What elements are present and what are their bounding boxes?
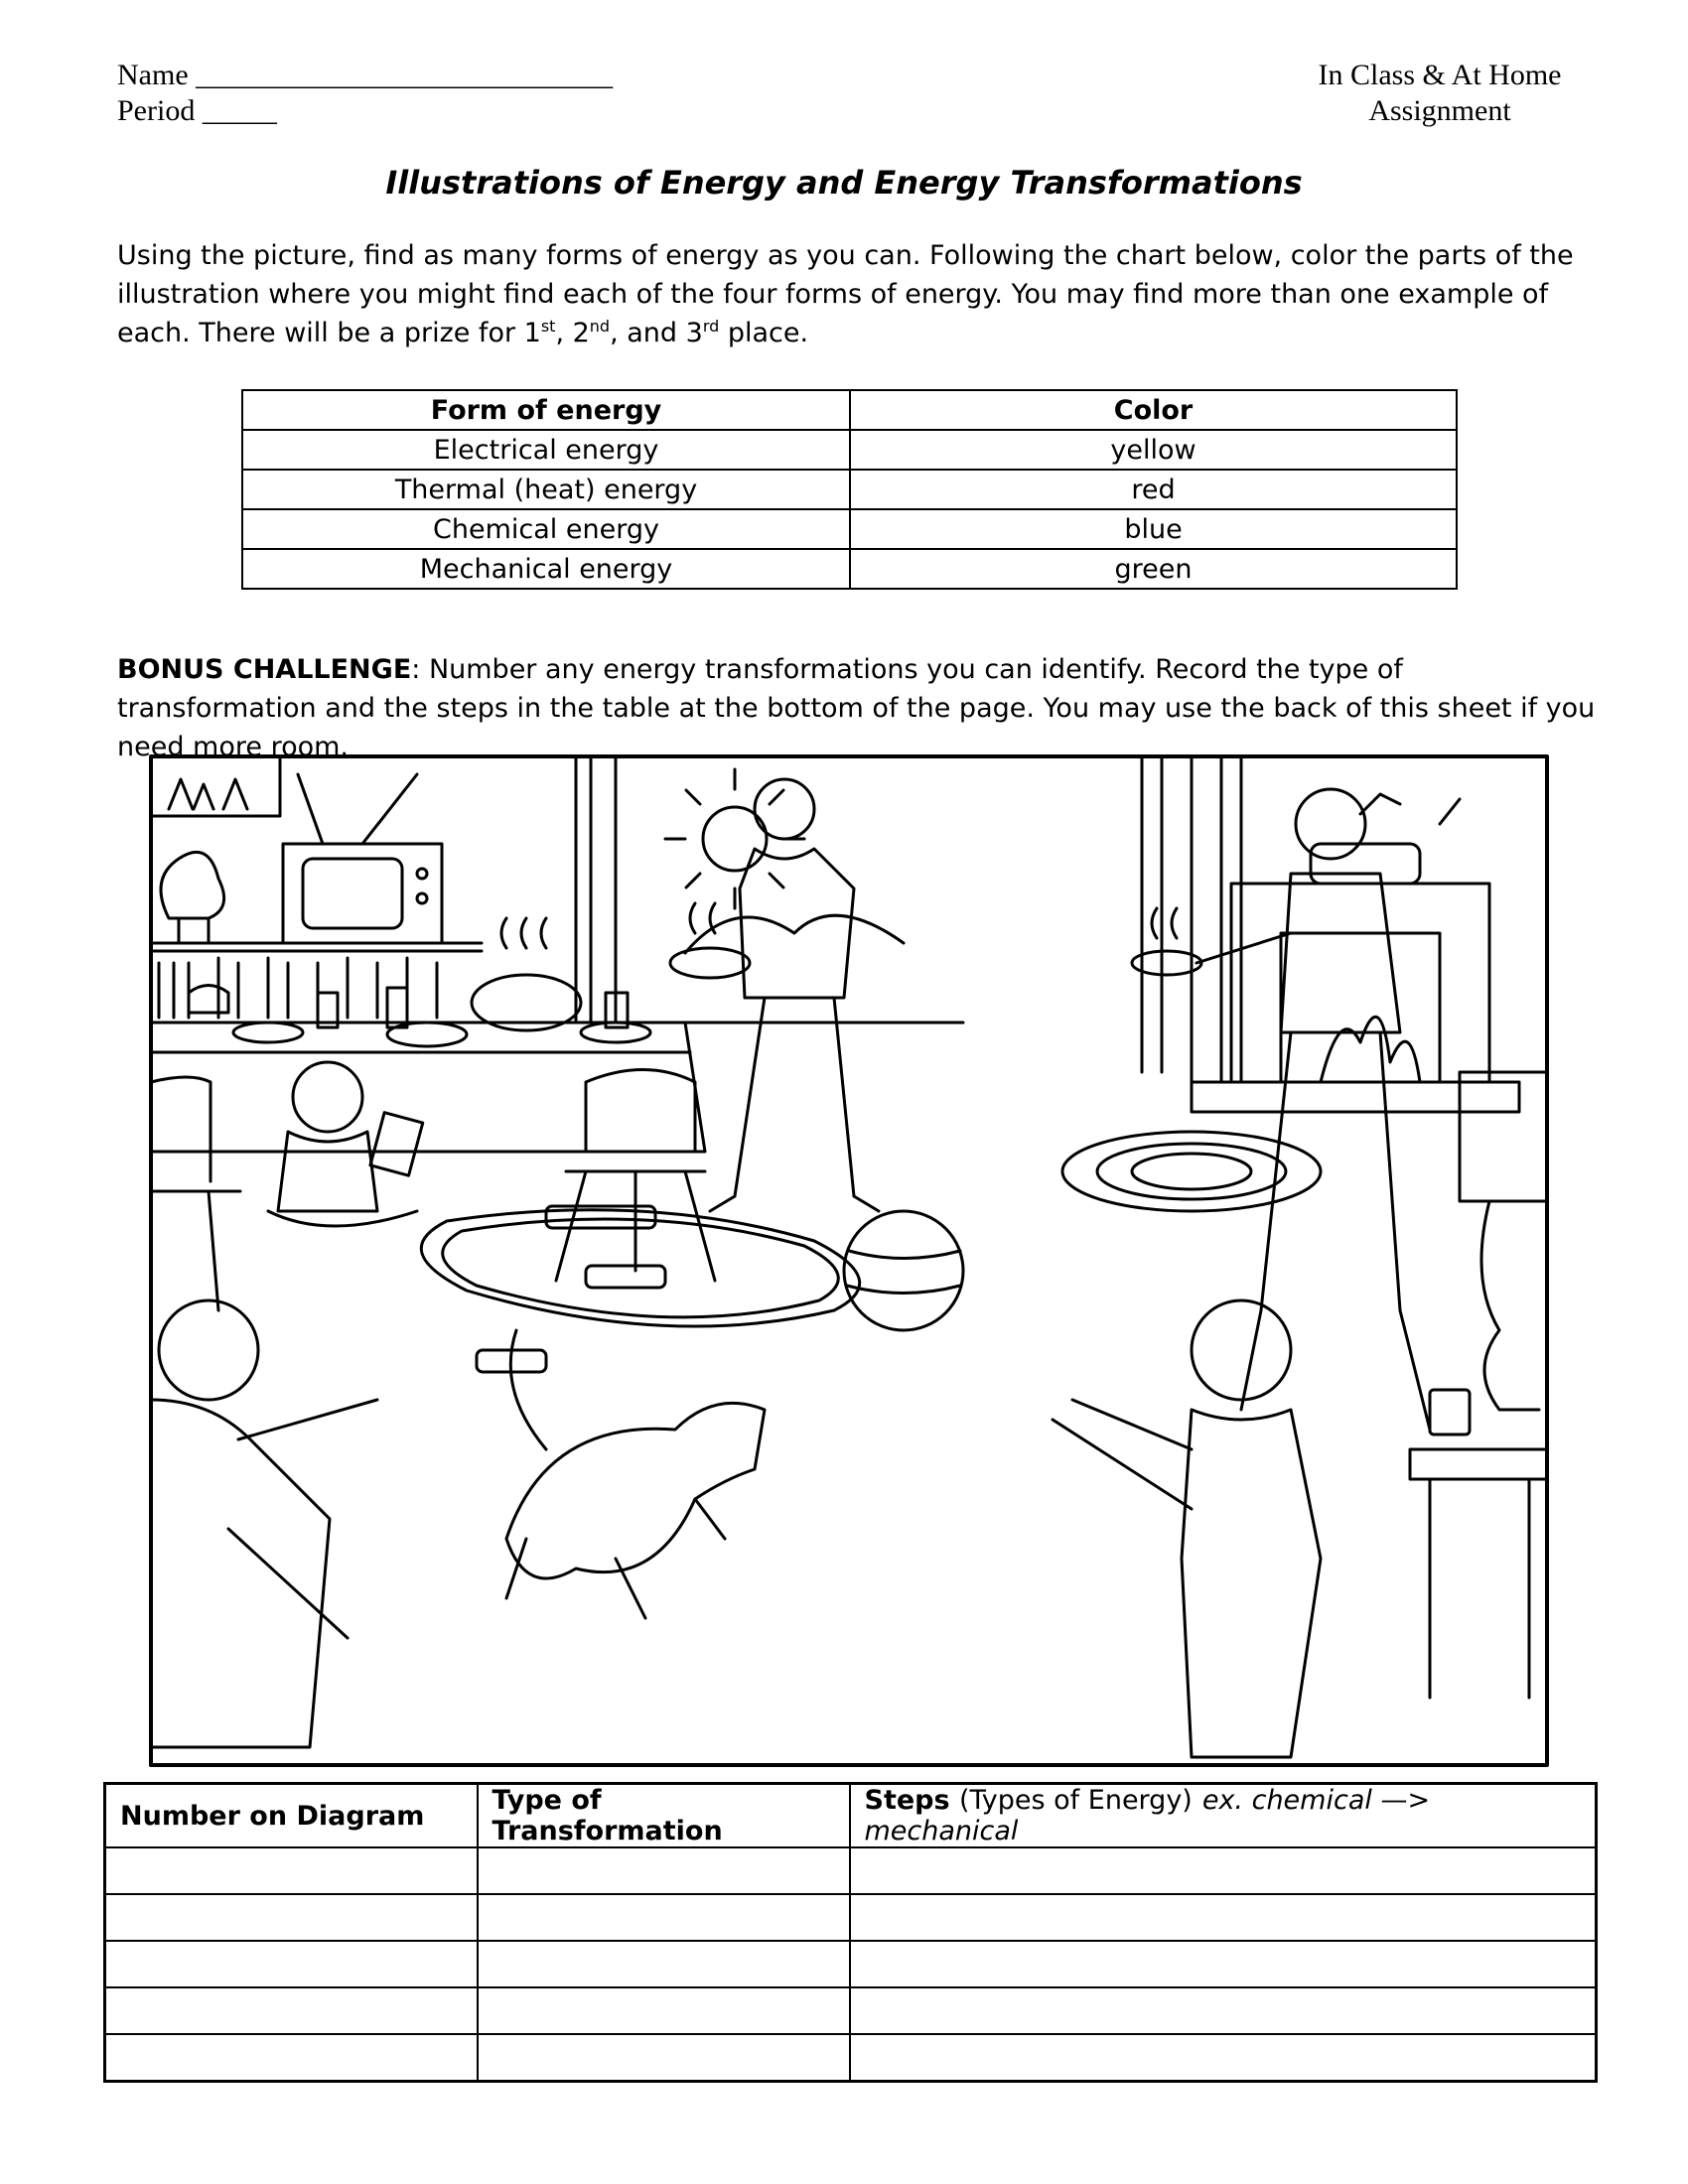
assignment-line-1: In Class & At Home <box>1318 59 1562 91</box>
header-color: Color <box>850 390 1457 430</box>
lamp-and-side-table <box>1410 1072 1549 1698</box>
instructions <box>117 236 1587 352</box>
radio <box>1311 844 1420 884</box>
steps-input-cell[interactable] <box>850 1847 1597 1894</box>
dog <box>506 1330 765 1618</box>
energy-color-table <box>241 389 1458 590</box>
table-row <box>242 470 1457 509</box>
assignment-line-2: Assignment <box>1368 94 1511 127</box>
bonus-challenge <box>117 650 1607 766</box>
energy-form-cell: Electrical energy <box>242 430 850 470</box>
table-row <box>105 1941 1597 1987</box>
header-type-of-transformation: Type of Transformation <box>478 1784 850 1848</box>
illustration-frame <box>151 756 1547 1765</box>
ordinal-3: rd <box>702 317 720 336</box>
number-input-cell[interactable] <box>105 1894 478 1941</box>
steps-input-cell[interactable] <box>850 2034 1597 2081</box>
number-input-cell[interactable] <box>105 2034 478 2081</box>
header-number-on-diagram: Number on Diagram <box>105 1784 478 1848</box>
header-steps-example: ex. chemical —> mechanical <box>864 1785 1431 1846</box>
boy-right <box>1053 1300 1321 1757</box>
energy-color-cell: red <box>850 470 1457 509</box>
teapot <box>189 986 228 1014</box>
rug <box>1062 1132 1321 1211</box>
energy-form-cell: Chemical energy <box>242 509 850 549</box>
type-input-cell[interactable] <box>478 2034 850 2081</box>
type-input-cell[interactable] <box>478 1894 850 1941</box>
page-title: Illustrations of Energy and Energy Transformations <box>385 164 1303 202</box>
period-field-label: Period _____ <box>117 94 277 127</box>
table-row <box>242 549 1457 589</box>
steps-input-cell[interactable] <box>850 1894 1597 1941</box>
number-input-cell[interactable] <box>105 1941 478 1987</box>
wall-picture <box>151 756 280 816</box>
table-row <box>105 1847 1597 1894</box>
header-steps-subtitle: (Types of Energy) <box>958 1785 1193 1816</box>
table-row <box>242 509 1457 549</box>
type-input-cell[interactable] <box>478 1941 850 1987</box>
bonus-label: BONUS CHALLENGE <box>117 654 412 685</box>
steps-input-cell[interactable] <box>850 1941 1597 1987</box>
instructions-text: Using the picture, find as many forms of energy as you can. Following the chart below, color the parts of the illustration where you might find each of the four forms of energy. You may find more than one example of each. There will be a prize for 1 <box>117 240 1574 348</box>
fire-flames <box>1321 1017 1420 1082</box>
energy-color-cell: green <box>850 549 1457 589</box>
ball <box>844 1211 963 1330</box>
window-curtains <box>576 756 1241 1082</box>
type-input-cell[interactable] <box>478 1847 850 1894</box>
steps-input-cell[interactable] <box>850 1987 1597 2034</box>
man-eating <box>1132 789 1430 1430</box>
ordinal-1: st <box>540 317 556 336</box>
number-input-cell[interactable] <box>105 1987 478 2034</box>
instructions-mid-1: , 2 <box>555 318 590 348</box>
energy-color-cell: blue <box>850 509 1457 549</box>
girl-with-notepad <box>268 1062 423 1226</box>
instructions-end: place. <box>719 318 809 348</box>
woman-carrying-dish <box>670 779 879 1211</box>
number-input-cell[interactable] <box>105 1847 478 1894</box>
instructions-mid-2: , and 3 <box>610 318 703 348</box>
table-row <box>105 1987 1597 2034</box>
energy-form-cell: Thermal (heat) energy <box>242 470 850 509</box>
header-form-of-energy: Form of energy <box>242 390 850 430</box>
header-steps <box>850 1784 1597 1848</box>
type-input-cell[interactable] <box>478 1987 850 2034</box>
table-header-row <box>242 390 1457 430</box>
flower-vase <box>161 852 224 918</box>
name-field-label: Name ____________________________ <box>117 59 614 91</box>
hot-dish <box>670 948 750 978</box>
coffee-mug <box>1430 1390 1470 1434</box>
energy-form-cell: Mechanical energy <box>242 549 850 589</box>
header-steps-label: Steps <box>864 1785 950 1816</box>
assignment-label <box>1291 58 1589 129</box>
chairs <box>151 1070 715 1311</box>
toy-train-track <box>421 1206 859 1372</box>
table-header-row <box>105 1784 1597 1848</box>
energy-color-cell: yellow <box>850 430 1457 470</box>
ordinal-2: nd <box>589 317 611 336</box>
bonus-text: : Number any energy transformations you can identify. Record the type of transformation and the steps in the table at the bottom of the page. You may use the back of this sheet if you need more room. <box>117 654 1596 762</box>
header-left <box>117 58 613 129</box>
boy-left <box>151 1300 377 1747</box>
dining-table <box>151 918 705 1152</box>
table-row <box>105 1894 1597 1941</box>
bookshelf <box>151 774 482 1018</box>
transformation-table <box>103 1782 1598 2083</box>
table-row <box>242 430 1457 470</box>
living-room-illustration <box>149 754 1549 1767</box>
table-row <box>105 2034 1597 2081</box>
